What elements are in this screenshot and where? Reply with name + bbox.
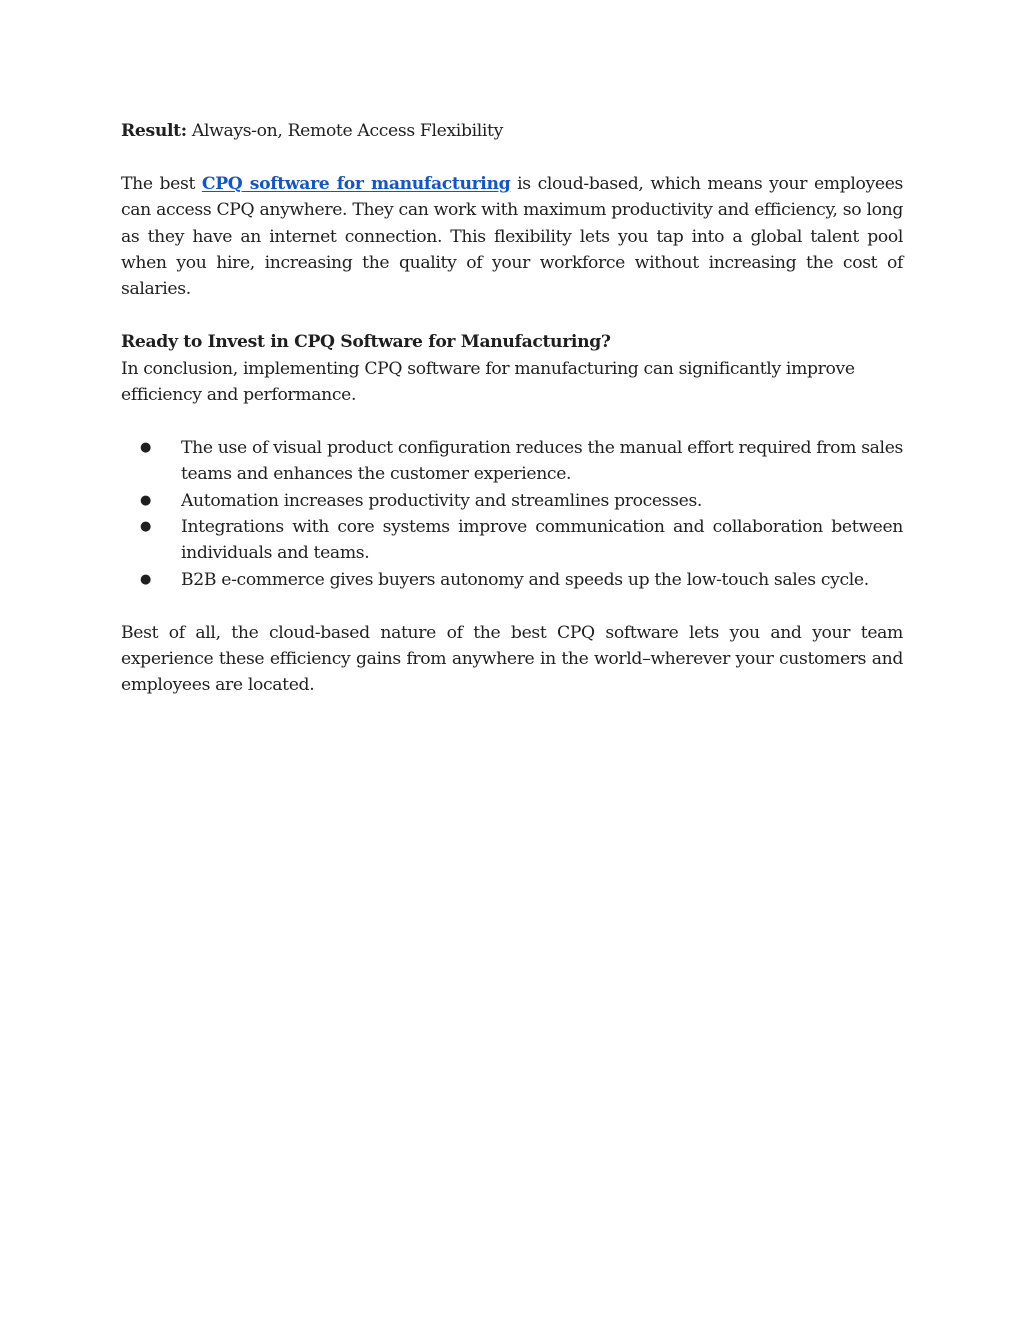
result-line	[121, 118, 903, 144]
list-item	[121, 567, 903, 593]
intro-text-before-link: The best	[121, 173, 202, 194]
list-item	[121, 435, 903, 488]
spacer	[121, 303, 903, 329]
bullet-icon: ●	[140, 439, 151, 455]
benefits-list	[121, 435, 903, 593]
bullet-icon: ●	[140, 571, 151, 587]
list-item-text: B2B e-commerce gives buyers autonomy and speeds up the low-touch sales cycle.	[181, 569, 869, 590]
closing-paragraph: Best of all, the cloud-based nature of the best CPQ software lets you and your team experience these efficiency gains from anywhere in the world–wherever your customers and employees are located.	[121, 622, 903, 696]
cpq-software-link[interactable]: CPQ software for manufacturing	[201, 173, 511, 194]
list-item	[121, 514, 903, 567]
section-heading: Ready to Invest in CPQ Software for Manufacturing?	[121, 332, 611, 353]
result-text: Always-on, Remote Access Flexibility	[186, 121, 503, 141]
list-item-text: The use of visual product configuration reduces the manual effort required from sales teams and enhances the customer experience.	[181, 437, 903, 485]
conclusion-paragraph: In conclusion, implementing CPQ software for manufacturing can significantly improve efficiency and performance.	[121, 358, 855, 406]
bullet-icon: ●	[140, 492, 151, 508]
list-item	[121, 488, 903, 514]
spacer	[121, 144, 903, 170]
list-item-text: Integrations with core systems improve communication and collaboration between individuals and teams.	[181, 517, 903, 564]
list-item-text: Automation increases productivity and streamlines processes.	[181, 490, 703, 511]
document-page	[121, 118, 903, 699]
bullet-icon: ●	[140, 519, 151, 535]
spacer	[121, 408, 903, 434]
spacer	[121, 593, 903, 619]
intro-text-after-link: is cloud-based, which means your employees can access CPQ anywhere. They can work with maximum productivity and efficiency, so long as they have an internet connection. This flexibility lets you tap into a global talent pool when you hire, increasing the quality of your workforce without increasing the cost of salaries.	[121, 173, 903, 300]
result-label: Result:	[121, 121, 187, 141]
intro-paragraph	[121, 171, 903, 303]
